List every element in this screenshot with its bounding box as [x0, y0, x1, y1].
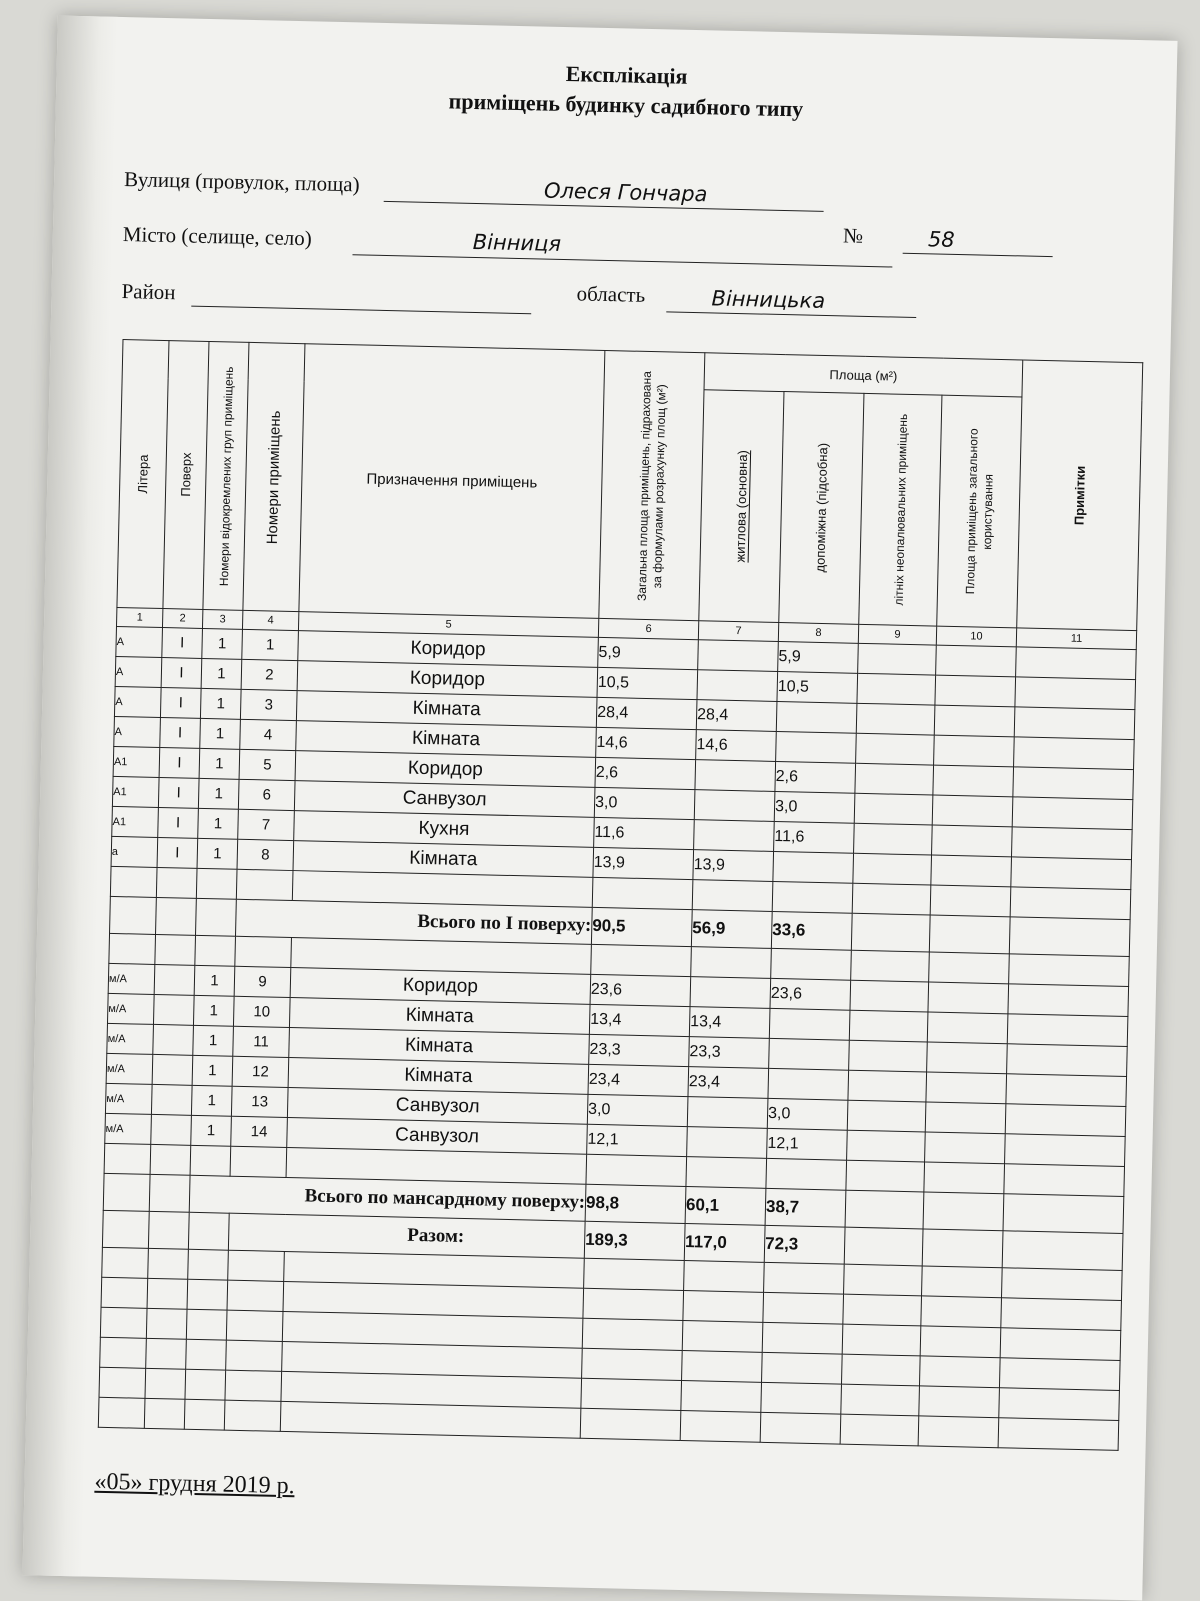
cell-purpose: Санвузол: [287, 1117, 588, 1154]
floor1-total-area: 90,5: [591, 907, 692, 946]
cell-litera: А1: [113, 746, 160, 777]
cell-living-area: 23,3: [689, 1037, 770, 1069]
header-total-area: Загальна площа приміщень, підрахована за формулами розрахунку площ (м²): [599, 350, 705, 620]
cell-notes: [1015, 677, 1136, 710]
cell-purpose: Санвузол: [287, 1087, 588, 1124]
city-field: [123, 222, 312, 251]
cell-purpose: Коридор: [295, 751, 596, 788]
cell-summer: [847, 1130, 926, 1162]
cell-summer: [854, 793, 933, 825]
district-field: [121, 279, 176, 305]
cell-summer: [853, 853, 932, 885]
cell-summer: [849, 1040, 928, 1072]
cell-total-area: 11,6: [594, 817, 695, 849]
document-sheet: [22, 15, 1177, 1600]
cell-floor: I: [161, 658, 202, 689]
region-label: область: [576, 281, 646, 307]
cell-purpose: Кімната: [289, 1028, 590, 1065]
cell-notes: [1007, 1014, 1128, 1047]
cell-notes: [1006, 1074, 1127, 1107]
cell-room: 2: [241, 659, 298, 690]
cell-common: [933, 765, 1014, 797]
cell-notes: [1014, 737, 1135, 770]
cell-purpose: Кімната: [288, 1058, 589, 1095]
floor2-summary: [98, 1143, 1124, 1450]
cell-group: 1: [192, 1055, 233, 1086]
cell-room: 4: [240, 719, 297, 750]
col-num: 6: [598, 618, 698, 639]
cell-aux-area: 12,1: [767, 1128, 848, 1160]
cell-litera: м/А: [107, 1023, 154, 1054]
cell-common: [925, 1132, 1006, 1164]
cell-group: 1: [198, 778, 239, 809]
cell-group: 1: [201, 658, 242, 689]
cell-summer: [855, 763, 934, 795]
cell-purpose: Кімната: [293, 841, 594, 878]
cell-aux-area: 10,5: [777, 671, 858, 703]
street-label: Вулиця (провулок, площа): [123, 167, 360, 197]
title-line-2: приміщень будинку садибного типу: [448, 88, 804, 122]
floor2-total-label: Всього по мансардному поверху:: [189, 1175, 586, 1221]
cell-group: 1: [191, 1085, 232, 1116]
cell-living-area: [687, 1127, 768, 1159]
street-value-wrap: [544, 179, 708, 208]
cell-common: [926, 1072, 1007, 1104]
header-notes: Примітки: [1017, 360, 1143, 631]
cell-litera: м/А: [105, 1113, 152, 1144]
cell-total-area: 2,6: [595, 757, 696, 789]
cell-total-area: 5,9: [598, 637, 699, 669]
cell-notes: [1007, 1044, 1128, 1077]
cell-litera: А: [114, 716, 161, 747]
cell-group: 1: [200, 718, 241, 749]
cell-floor: I: [157, 837, 198, 868]
cell-room: 12: [232, 1056, 289, 1087]
floor1-total-aux: 33,6: [771, 911, 852, 950]
col-num: 1: [116, 607, 162, 627]
cell-floor: I: [162, 628, 203, 659]
cell-living-area: [694, 790, 775, 822]
document-date: «05» грудня 2019 р.: [94, 1468, 295, 1500]
cell-summer: [848, 1070, 927, 1102]
cell-group: 1: [202, 628, 243, 659]
cell-summer: [856, 733, 935, 765]
cell-room: 10: [233, 996, 290, 1027]
region-value-wrap: [711, 286, 825, 314]
cell-purpose: Кімната: [296, 691, 597, 728]
cell-group: 1: [191, 1115, 232, 1146]
cell-litera: м/А: [107, 993, 154, 1024]
cell-purpose: Коридор: [290, 968, 591, 1005]
floor2-rows: [105, 963, 1129, 1166]
cell-purpose: Коридор: [297, 661, 598, 698]
cell-notes: [1016, 647, 1137, 680]
cell-purpose: Кімната: [296, 721, 597, 758]
cell-litera: м/А: [108, 963, 155, 994]
cell-room: 1: [242, 629, 299, 660]
cell-litera: А: [116, 626, 163, 657]
cell-floor: I: [158, 777, 199, 808]
number-value-wrap: [928, 227, 955, 253]
cell-total-area: 13,9: [593, 847, 694, 879]
city-underline: [352, 254, 892, 267]
cell-common: [931, 855, 1012, 887]
cell-litera: а: [111, 836, 158, 867]
cell-aux-area: [769, 1008, 850, 1040]
floor1-total-living: 56,9: [691, 910, 772, 949]
cell-living-area: [695, 760, 776, 792]
cell-room: 11: [233, 1026, 290, 1057]
header-living: житлова (основна): [699, 390, 784, 623]
header-litera: Літера: [117, 340, 169, 609]
floor2-total-area: 98,8: [585, 1184, 686, 1223]
cell-total-area: 12,1: [587, 1124, 688, 1156]
header-common: Площа приміщень загального користування: [937, 395, 1022, 628]
cell-group: 1: [198, 808, 239, 839]
cell-living-area: 13,9: [693, 850, 774, 882]
cell-litera: м/А: [106, 1053, 153, 1084]
cell-aux-area: 5,9: [778, 642, 859, 674]
col-num: 3: [202, 609, 242, 629]
cell-room: 13: [231, 1086, 288, 1117]
cell-room: 6: [238, 779, 295, 810]
cell-summer: [854, 823, 933, 855]
cell-common: [927, 1042, 1008, 1074]
street-value: Олеся Гончара: [543, 178, 708, 207]
cell-room: 3: [240, 689, 297, 720]
header-summer: літніх неопалювальних приміщень: [859, 393, 942, 626]
cell-litera: А1: [112, 806, 159, 837]
cell-notes: [1005, 1104, 1126, 1137]
grand-total-aux: 72,3: [764, 1225, 845, 1264]
cell-group: 1: [193, 995, 234, 1026]
cell-aux-area: [773, 851, 854, 883]
cell-group: 1: [194, 965, 235, 996]
col-num: 2: [162, 609, 202, 629]
cell-living-area: 23,4: [688, 1067, 769, 1099]
cell-notes: [1011, 857, 1132, 890]
cell-purpose: Кімната: [289, 998, 590, 1035]
cell-floor: I: [158, 807, 199, 838]
cell-summer: [849, 1010, 928, 1042]
col-num: 5: [298, 612, 598, 638]
cell-total-area: 28,4: [596, 697, 697, 729]
cell-common: [934, 705, 1015, 737]
cell-notes: [1012, 797, 1133, 830]
cell-group: 1: [197, 838, 238, 869]
cell-total-area: 3,0: [587, 1094, 688, 1126]
city-value-wrap: [473, 230, 562, 257]
header-group-numbers: Номери відокремлених груп приміщень: [203, 342, 249, 611]
cell-common: [935, 675, 1016, 707]
cell-room: 7: [238, 809, 295, 840]
cell-floor: [154, 964, 195, 995]
cell-group: 1: [200, 688, 241, 719]
cell-room: 9: [234, 966, 291, 997]
cell-group: 1: [199, 748, 240, 779]
cell-aux-area: 3,0: [774, 791, 855, 823]
cell-group: 1: [193, 1025, 234, 1056]
number-label: №: [842, 223, 864, 248]
document-title: [276, 52, 977, 128]
cell-purpose: Коридор: [298, 631, 599, 668]
cell-floor: [152, 1054, 193, 1085]
col-num: 7: [698, 621, 778, 642]
grand-total-label: Разом:: [228, 1213, 585, 1258]
cell-purpose: Санвузол: [294, 781, 595, 818]
cell-aux-area: [776, 731, 857, 763]
cell-floor: [153, 1024, 194, 1055]
cell-notes: [1013, 767, 1134, 800]
cell-common: [934, 735, 1015, 767]
floor2-total-living: 60,1: [685, 1187, 766, 1226]
city-value: Вінниця: [472, 229, 562, 256]
city-label: Місто (селище, село): [122, 222, 313, 251]
cell-common: [932, 825, 1013, 857]
col-num: 9: [858, 624, 936, 645]
cell-notes: [1012, 827, 1133, 860]
floor1-rows: [111, 626, 1136, 889]
title-line-1: Експлікація: [565, 61, 688, 89]
cell-room: 8: [237, 839, 294, 870]
cell-notes: [1005, 1134, 1126, 1167]
grand-total-living: 117,0: [684, 1224, 765, 1263]
explication-table: [98, 339, 1143, 1451]
district-underline: [191, 306, 531, 315]
cell-summer: [857, 673, 936, 705]
cell-total-area: 23,3: [589, 1034, 690, 1066]
col-num: 8: [778, 623, 858, 644]
cell-aux-area: 23,6: [770, 978, 851, 1010]
cell-litera: м/А: [105, 1083, 152, 1114]
header-floor: Поверх: [163, 341, 209, 610]
cell-living-area: [697, 670, 778, 702]
cell-total-area: 14,6: [596, 727, 697, 759]
cell-common: [936, 645, 1017, 677]
cell-aux-area: 2,6: [775, 761, 856, 793]
cell-purpose: Кухня: [294, 811, 595, 848]
street-field: [124, 167, 360, 197]
cell-litera: А1: [112, 776, 159, 807]
region-value: Вінницька: [711, 286, 826, 313]
district-label: Район: [121, 279, 176, 305]
cell-floor: I: [160, 688, 201, 719]
floor1-total-label: Всього по I поверху:: [235, 899, 592, 944]
header-area-group: Площа (м²): [704, 353, 1023, 397]
cell-common: [932, 795, 1013, 827]
cell-summer: [847, 1100, 926, 1132]
header-room-numbers: Номери приміщень: [243, 342, 305, 611]
cell-total-area: 3,0: [594, 787, 695, 819]
cell-common: [925, 1102, 1006, 1134]
number-value: 58: [927, 227, 955, 252]
col-num: 10: [936, 626, 1016, 647]
cell-aux-area: 3,0: [767, 1098, 848, 1130]
cell-total-area: 10,5: [597, 667, 698, 699]
number-underline: [903, 253, 1053, 257]
cell-room: 14: [231, 1116, 288, 1147]
cell-summer: [856, 703, 935, 735]
cell-total-area: 23,4: [588, 1064, 689, 1096]
cell-summer: [858, 643, 937, 675]
cell-common: [927, 1012, 1008, 1044]
cell-aux-area: 11,6: [774, 821, 855, 853]
cell-total-area: 23,6: [590, 974, 691, 1006]
cell-living-area: [694, 820, 775, 852]
cell-common: [928, 982, 1009, 1014]
cell-floor: [151, 1084, 192, 1115]
grand-total-area: 189,3: [584, 1221, 685, 1260]
cell-aux-area: [769, 1038, 850, 1070]
header-purpose: Призначення приміщень: [299, 344, 605, 619]
cell-living-area: 13,4: [689, 1007, 770, 1039]
cell-living-area: [698, 640, 779, 672]
cell-floor: I: [160, 718, 201, 749]
col-num: 11: [1016, 628, 1136, 650]
cell-litera: А: [114, 686, 161, 717]
cell-living-area: 14,6: [696, 730, 777, 762]
floor2-total-aux: 38,7: [765, 1188, 846, 1227]
cell-aux-area: [776, 701, 857, 733]
cell-aux-area: [768, 1068, 849, 1100]
col-num: 4: [242, 610, 298, 630]
cell-living-area: [690, 977, 771, 1009]
cell-floor: I: [159, 747, 200, 778]
cell-notes: [1008, 984, 1129, 1017]
cell-floor: [151, 1114, 192, 1145]
cell-total-area: 13,4: [589, 1004, 690, 1036]
cell-summer: [850, 980, 929, 1012]
cell-living-area: 28,4: [696, 700, 777, 732]
cell-notes: [1014, 707, 1135, 740]
cell-living-area: [687, 1097, 768, 1129]
cell-floor: [153, 994, 194, 1025]
cell-room: 5: [239, 749, 296, 780]
header-auxiliary: допоміжна (підсобна): [779, 392, 864, 625]
cell-litera: А: [115, 656, 162, 687]
